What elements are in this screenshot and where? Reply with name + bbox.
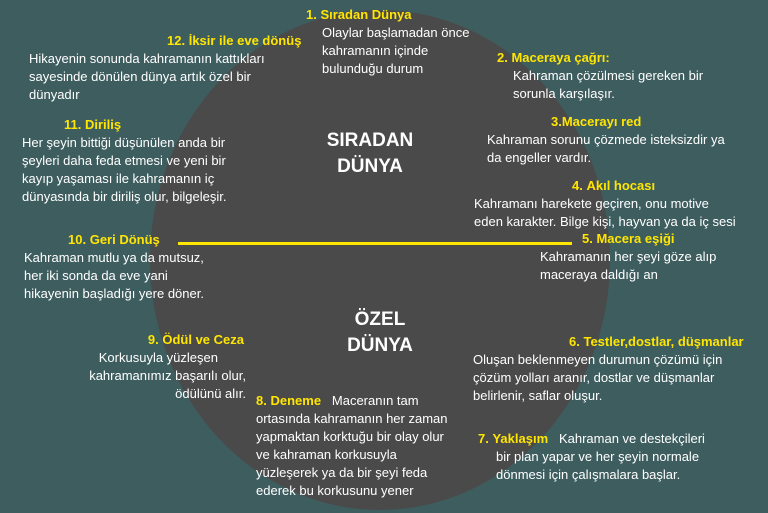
step-4: 4. Akıl hocası Kahramanı harekete geçiren, onu motive eden karakter. Bilge kişi, hayvan ya da iç sesi [474,178,736,229]
step-9: 9. Ödül ve Ceza Korkusuyla yüzleşen kahramanımız başarılı olur, ödülünü alır. [89,332,246,401]
step-7: 7. Yaklaşım Kahraman ve destekçileri bir plan yapar ve her şeyin normale dönmesi için çalışmalara başlar. [478,431,705,482]
step-8: 8. Deneme Maceranın tam ortasında kahramanın her zaman yapmaktan korktuğu bir olay olur ve kahraman korkusuyla yüzleşerek ya da bir şeyi feda ederek bu korkusunu yener [256,393,448,498]
step-6: 6. Testler,dostlar, düşmanlar Oluşan beklenmeyen durumun çözümü için çözüm yolları aranır, dostlar ve düşmanlar belirlenir, saflar oluşur. [473,334,744,403]
world-divider-line [178,242,572,245]
step-3: 3.Macerayı red Kahraman sorunu çözmede isteksizdir ya da engeller vardır. [487,114,725,165]
step-10: 10. Geri Dönüş Kahraman mutlu ya da mutsuz, her iki sonda da eve yani hikayenin başladığı yere döner. [24,232,204,301]
step-12: 12. İksir ile eve dönüş Hikayenin sonunda kahramanın kattıkları sayesinde dönülen dünya artık özel bir dünyadır [29,33,302,102]
ordinary-world-label: SIRADAN DÜNYA [326,130,414,177]
step-2: 2. Maceraya çağrı: Kahraman çözülmesi gereken bir sorunla karşılaşır. [497,50,704,101]
step-5: 5. Macera eşiği Kahramanın her şeyi göze alıp maceraya daldığı an [540,231,717,282]
step-1: 1. Sıradan Dünya Olaylar başlamadan önce kahramanın içinde bulunduğu durum [306,7,470,76]
step-11: 11. Diriliş Her şeyin bittiği düşünülen anda bir şeyleri daha feda etmesi ve yeni bir kayıp yaşaması ile kahramanın iç dünyasında bir diriliş olur, bilgeleşir. [22,117,227,204]
special-world-label: ÖZEL DÜNYA [347,309,413,356]
